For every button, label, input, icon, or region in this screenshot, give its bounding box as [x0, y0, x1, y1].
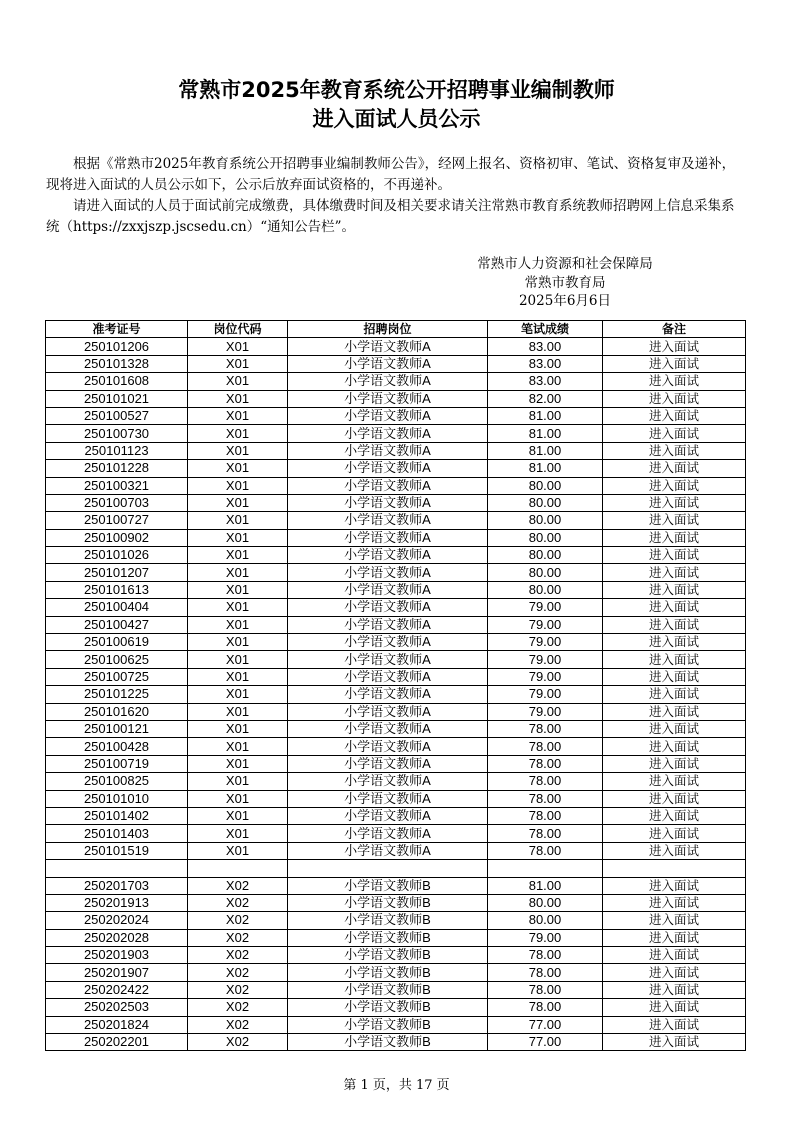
post-code-cell: X02 — [188, 999, 288, 1016]
post-name-cell: 小学语文教师B — [288, 1016, 488, 1033]
remark-cell: 进入面试 — [603, 668, 746, 685]
post-code-cell: X01 — [188, 807, 288, 824]
table-row — [46, 929, 746, 946]
exam-number-cell: 250201703 — [46, 877, 188, 894]
remark-cell: 进入面试 — [603, 529, 746, 546]
post-name-cell: 小学语文教师B — [288, 877, 488, 894]
post-code-cell: X02 — [188, 929, 288, 946]
post-code-cell: X01 — [188, 651, 288, 668]
post-code-cell: X01 — [188, 512, 288, 529]
post-name-cell: 小学语文教师A — [288, 425, 488, 442]
post-name-cell: 小学语文教师A — [288, 842, 488, 859]
written-score-cell: 80.00 — [488, 894, 603, 911]
post-name-cell: 小学语文教师A — [288, 720, 488, 737]
table-row — [46, 964, 746, 981]
remark-cell: 进入面试 — [603, 999, 746, 1016]
post-name-cell: 小学语文教师B — [288, 1034, 488, 1051]
exam-number-cell: 250101026 — [46, 547, 188, 564]
written-score-cell: 79.00 — [488, 634, 603, 651]
post-code-cell: X01 — [188, 790, 288, 807]
written-score-cell: 81.00 — [488, 877, 603, 894]
table-row — [46, 842, 746, 859]
written-score-cell: 78.00 — [488, 825, 603, 842]
written-score-cell: 80.00 — [488, 477, 603, 494]
written-score-cell: 78.00 — [488, 738, 603, 755]
exam-number-cell: 250100825 — [46, 773, 188, 790]
written-score-cell: 80.00 — [488, 494, 603, 511]
post-name-cell: 小学语文教师A — [288, 442, 488, 459]
exam-number-cell: 250202503 — [46, 999, 188, 1016]
remark-cell: 进入面试 — [603, 338, 746, 355]
post-code-cell: X01 — [188, 738, 288, 755]
post-name-cell: 小学语文教师A — [288, 773, 488, 790]
written-score-cell: 79.00 — [488, 668, 603, 685]
post-code-cell: X01 — [188, 425, 288, 442]
table-row — [46, 564, 746, 581]
table-row — [46, 981, 746, 998]
remark-cell: 进入面试 — [603, 512, 746, 529]
exam-number-cell: 250100404 — [46, 599, 188, 616]
remark-cell: 进入面试 — [603, 703, 746, 720]
remark-cell: 进入面试 — [603, 581, 746, 598]
exam-number-cell: 250100428 — [46, 738, 188, 755]
table-row — [46, 703, 746, 720]
post-code-cell: X01 — [188, 529, 288, 546]
remark-cell: 进入面试 — [603, 599, 746, 616]
written-score-cell: 78.00 — [488, 720, 603, 737]
post-code-cell: X01 — [188, 547, 288, 564]
remark-cell: 进入面试 — [603, 407, 746, 424]
exam-number-cell: 250100725 — [46, 668, 188, 685]
exam-number-cell: 250101519 — [46, 842, 188, 859]
post-code-cell: X01 — [188, 703, 288, 720]
post-code-cell: X01 — [188, 355, 288, 372]
exam-number-cell: 250101010 — [46, 790, 188, 807]
post-name-cell: 小学语文教师A — [288, 651, 488, 668]
post-name-cell: 小学语文教师A — [288, 686, 488, 703]
post-code-cell: X02 — [188, 912, 288, 929]
post-code-cell: X01 — [188, 842, 288, 859]
table-row — [46, 773, 746, 790]
post-code-cell: X01 — [188, 720, 288, 737]
interview-list-table — [45, 320, 746, 1051]
remark-cell: 进入面试 — [603, 564, 746, 581]
table-row — [46, 581, 746, 598]
post-code-cell: X01 — [188, 338, 288, 355]
exam-number-cell: 250100619 — [46, 634, 188, 651]
post-code-cell: X01 — [188, 755, 288, 772]
remark-cell: 进入面试 — [603, 981, 746, 998]
table-row — [46, 494, 746, 511]
post-name-cell: 小学语文教师A — [288, 581, 488, 598]
post-code-cell — [188, 860, 288, 877]
post-code-cell: X01 — [188, 373, 288, 390]
exam-number-cell: 250101403 — [46, 825, 188, 842]
exam-number-cell: 250101123 — [46, 442, 188, 459]
notice-paragraph: 请进入面试的人员于面试前完成缴费，具体缴费时间及相关要求请关注常熟市教育系统教师招聘网上信息采集系统（https://zxxjszp.jscsedu.cn）“通知公告栏”。 — [46, 198, 735, 235]
post-name-cell: 小学语文教师A — [288, 616, 488, 633]
exam-number-cell: 250202201 — [46, 1034, 188, 1051]
post-name-cell: 小学语文教师A — [288, 390, 488, 407]
post-name-cell: 小学语文教师A — [288, 825, 488, 842]
written-score-cell: 78.00 — [488, 981, 603, 998]
table-row — [46, 825, 746, 842]
table-row — [46, 1034, 746, 1051]
post-name-cell: 小学语文教师A — [288, 668, 488, 685]
post-code-cell: X02 — [188, 1016, 288, 1033]
remark-cell: 进入面试 — [603, 1016, 746, 1033]
post-name-cell: 小学语文教师B — [288, 999, 488, 1016]
post-code-cell: X02 — [188, 981, 288, 998]
post-name-cell: 小学语文教师A — [288, 529, 488, 546]
written-score-cell: 79.00 — [488, 703, 603, 720]
post-code-cell: X01 — [188, 494, 288, 511]
written-score-cell: 78.00 — [488, 755, 603, 772]
post-code-cell: X01 — [188, 442, 288, 459]
table-row — [46, 860, 746, 877]
exam-number-cell: 250201913 — [46, 894, 188, 911]
page-title-line2: 进入面试人员公示 — [312, 107, 481, 131]
post-name-cell — [288, 860, 488, 877]
post-name-cell: 小学语文教师A — [288, 807, 488, 824]
written-score-cell: 79.00 — [488, 651, 603, 668]
post-code-cell: X01 — [188, 564, 288, 581]
post-name-cell: 小学语文教师B — [288, 947, 488, 964]
post-code-cell: X01 — [188, 477, 288, 494]
post-code-cell: X01 — [188, 581, 288, 598]
table-row — [46, 1016, 746, 1033]
written-score-cell: 80.00 — [488, 564, 603, 581]
page-title-line1: 常熟市2025年教育系统公开招聘事业编制教师 — [178, 78, 615, 102]
post-name-cell: 小学语文教师A — [288, 547, 488, 564]
remark-cell: 进入面试 — [603, 825, 746, 842]
exam-number-cell: 250100427 — [46, 616, 188, 633]
post-name-cell: 小学语文教师B — [288, 894, 488, 911]
post-name-cell: 小学语文教师B — [288, 981, 488, 998]
remark-cell: 进入面试 — [603, 616, 746, 633]
intro-paragraph: 根据《常熟市2025年教育系统公开招聘事业编制教师公告》，经网上报名、资格初审、笔试、资格复审及递补，现将进入面试的人员公示如下，公示后放弃面试资格的，不再递补。 — [46, 156, 736, 193]
post-code-cell: X02 — [188, 894, 288, 911]
table-row — [46, 477, 746, 494]
exam-number-cell: 250100527 — [46, 407, 188, 424]
table-row — [46, 547, 746, 564]
remark-cell: 进入面试 — [603, 634, 746, 651]
remark-cell: 进入面试 — [603, 477, 746, 494]
post-name-cell: 小学语文教师B — [288, 929, 488, 946]
written-score-cell: 78.00 — [488, 947, 603, 964]
table-row — [46, 407, 746, 424]
post-code-cell: X01 — [188, 407, 288, 424]
remark-cell: 进入面试 — [603, 790, 746, 807]
written-score-cell: 80.00 — [488, 512, 603, 529]
post-code-cell: X01 — [188, 773, 288, 790]
table-row — [46, 651, 746, 668]
post-code-cell: X01 — [188, 825, 288, 842]
exam-number-cell: 250101225 — [46, 686, 188, 703]
exam-number-cell: 250101228 — [46, 460, 188, 477]
remark-cell: 进入面试 — [603, 964, 746, 981]
exam-number-cell: 250100321 — [46, 477, 188, 494]
exam-number-cell: 250100719 — [46, 755, 188, 772]
remark-cell: 进入面试 — [603, 686, 746, 703]
post-code-cell: X01 — [188, 460, 288, 477]
table-row — [46, 686, 746, 703]
table-row — [46, 720, 746, 737]
exam-number-cell: 250201824 — [46, 1016, 188, 1033]
written-score-cell: 78.00 — [488, 773, 603, 790]
header-exam-number: 准考证号 — [46, 321, 188, 338]
remark-cell: 进入面试 — [603, 773, 746, 790]
remark-cell: 进入面试 — [603, 807, 746, 824]
written-score-cell: 78.00 — [488, 807, 603, 824]
post-name-cell: 小学语文教师A — [288, 373, 488, 390]
post-name-cell: 小学语文教师A — [288, 599, 488, 616]
post-name-cell: 小学语文教师A — [288, 703, 488, 720]
remark-cell: 进入面试 — [603, 1034, 746, 1051]
written-score-cell: 81.00 — [488, 425, 603, 442]
written-score-cell: 79.00 — [488, 686, 603, 703]
header-post-code: 岗位代码 — [188, 321, 288, 338]
exam-number-cell: 250101206 — [46, 338, 188, 355]
post-name-cell: 小学语文教师A — [288, 512, 488, 529]
written-score-cell: 81.00 — [488, 460, 603, 477]
exam-number-cell: 250100727 — [46, 512, 188, 529]
exam-number-cell: 250101402 — [46, 807, 188, 824]
table-body — [46, 338, 746, 1051]
post-name-cell: 小学语文教师A — [288, 477, 488, 494]
post-name-cell: 小学语文教师A — [288, 634, 488, 651]
remark-cell: 进入面试 — [603, 877, 746, 894]
remark-cell: 进入面试 — [603, 425, 746, 442]
post-name-cell: 小学语文教师A — [288, 338, 488, 355]
exam-number-cell — [46, 860, 188, 877]
signature-org-edu: 常熟市教育局 — [524, 275, 606, 291]
remark-cell: 进入面试 — [603, 720, 746, 737]
remark-cell: 进入面试 — [603, 442, 746, 459]
exam-number-cell: 250202024 — [46, 912, 188, 929]
written-score-cell: 79.00 — [488, 599, 603, 616]
written-score-cell: 77.00 — [488, 1016, 603, 1033]
exam-number-cell: 250101608 — [46, 373, 188, 390]
signature-date: 2025年6月6日 — [518, 293, 612, 309]
table-row — [46, 668, 746, 685]
remark-cell: 进入面试 — [603, 755, 746, 772]
written-score-cell: 78.00 — [488, 999, 603, 1016]
post-name-cell: 小学语文教师A — [288, 407, 488, 424]
table-row — [46, 616, 746, 633]
remark-cell: 进入面试 — [603, 494, 746, 511]
table-row — [46, 529, 746, 546]
remark-cell: 进入面试 — [603, 929, 746, 946]
remark-cell: 进入面试 — [603, 373, 746, 390]
exam-number-cell: 250201903 — [46, 947, 188, 964]
post-code-cell: X02 — [188, 877, 288, 894]
post-code-cell: X01 — [188, 390, 288, 407]
remark-cell: 进入面试 — [603, 894, 746, 911]
written-score-cell: 78.00 — [488, 790, 603, 807]
post-code-cell: X01 — [188, 616, 288, 633]
written-score-cell: 79.00 — [488, 616, 603, 633]
remark-cell: 进入面试 — [603, 651, 746, 668]
remark-cell: 进入面试 — [603, 390, 746, 407]
post-code-cell: X01 — [188, 686, 288, 703]
table-row — [46, 790, 746, 807]
table-row — [46, 738, 746, 755]
post-name-cell: 小学语文教师A — [288, 564, 488, 581]
exam-number-cell: 250100730 — [46, 425, 188, 442]
written-score-cell: 82.00 — [488, 390, 603, 407]
table-row — [46, 390, 746, 407]
written-score-cell: 78.00 — [488, 842, 603, 859]
signature-org-hr: 常熟市人力资源和社会保障局 — [477, 256, 653, 272]
table-row — [46, 755, 746, 772]
remark-cell: 进入面试 — [603, 912, 746, 929]
post-name-cell: 小学语文教师A — [288, 738, 488, 755]
exam-number-cell: 250101021 — [46, 390, 188, 407]
exam-number-cell: 250101613 — [46, 581, 188, 598]
header-written-score: 笔试成绩 — [488, 321, 603, 338]
post-name-cell: 小学语文教师B — [288, 964, 488, 981]
written-score-cell: 80.00 — [488, 547, 603, 564]
table-header-row — [46, 321, 746, 338]
table-row — [46, 442, 746, 459]
table-row — [46, 634, 746, 651]
remark-cell: 进入面试 — [603, 947, 746, 964]
table-row — [46, 912, 746, 929]
header-remark: 备注 — [603, 321, 746, 338]
remark-cell: 进入面试 — [603, 355, 746, 372]
remark-cell — [603, 860, 746, 877]
post-code-cell: X01 — [188, 599, 288, 616]
exam-number-cell: 250100902 — [46, 529, 188, 546]
exam-number-cell: 250100625 — [46, 651, 188, 668]
written-score-cell: 81.00 — [488, 442, 603, 459]
table-row — [46, 599, 746, 616]
post-name-cell: 小学语文教师A — [288, 494, 488, 511]
written-score-cell: 80.00 — [488, 912, 603, 929]
table-row — [46, 425, 746, 442]
exam-number-cell: 250100121 — [46, 720, 188, 737]
post-name-cell: 小学语文教师A — [288, 355, 488, 372]
remark-cell: 进入面试 — [603, 460, 746, 477]
exam-number-cell: 250202028 — [46, 929, 188, 946]
written-score-cell: 83.00 — [488, 355, 603, 372]
table-row — [46, 373, 746, 390]
post-name-cell: 小学语文教师A — [288, 460, 488, 477]
table-row — [46, 512, 746, 529]
table-row — [46, 338, 746, 355]
exam-number-cell: 250101328 — [46, 355, 188, 372]
page-number-footer: 第 1 页，共 17 页 — [343, 1078, 450, 1093]
post-name-cell: 小学语文教师B — [288, 912, 488, 929]
post-name-cell: 小学语文教师A — [288, 790, 488, 807]
exam-number-cell: 250202422 — [46, 981, 188, 998]
written-score-cell: 77.00 — [488, 1034, 603, 1051]
written-score-cell: 78.00 — [488, 964, 603, 981]
post-code-cell: X02 — [188, 947, 288, 964]
written-score-cell: 83.00 — [488, 338, 603, 355]
post-code-cell: X01 — [188, 634, 288, 651]
remark-cell: 进入面试 — [603, 842, 746, 859]
exam-number-cell: 250100703 — [46, 494, 188, 511]
exam-number-cell: 250201907 — [46, 964, 188, 981]
written-score-cell — [488, 860, 603, 877]
written-score-cell: 80.00 — [488, 529, 603, 546]
table-row — [46, 894, 746, 911]
written-score-cell: 83.00 — [488, 373, 603, 390]
table-row — [46, 877, 746, 894]
exam-number-cell: 250101207 — [46, 564, 188, 581]
remark-cell: 进入面试 — [603, 738, 746, 755]
table-row — [46, 947, 746, 964]
written-score-cell: 79.00 — [488, 929, 603, 946]
table-row — [46, 460, 746, 477]
post-name-cell: 小学语文教师A — [288, 755, 488, 772]
table-row — [46, 807, 746, 824]
header-post-name: 招聘岗位 — [288, 321, 488, 338]
written-score-cell: 80.00 — [488, 581, 603, 598]
exam-number-cell: 250101620 — [46, 703, 188, 720]
remark-cell: 进入面试 — [603, 547, 746, 564]
table-row — [46, 999, 746, 1016]
post-code-cell: X02 — [188, 1034, 288, 1051]
post-code-cell: X02 — [188, 964, 288, 981]
written-score-cell: 81.00 — [488, 407, 603, 424]
table-row — [46, 355, 746, 372]
post-code-cell: X01 — [188, 668, 288, 685]
